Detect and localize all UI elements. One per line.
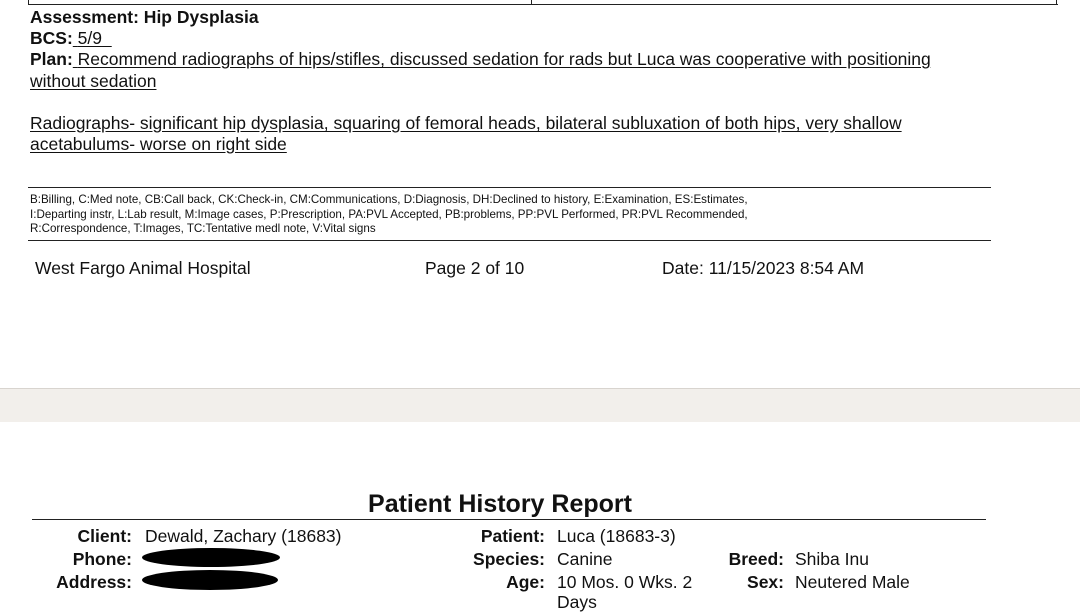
table-divider-left	[28, 0, 29, 5]
address-redaction	[142, 570, 278, 590]
age-value-line-1: 10 Mos. 0 Wks. 2	[557, 572, 693, 592]
age-label: Age:	[506, 572, 545, 592]
patient-value: Luca (18683-3)	[557, 526, 676, 546]
footer-date: Date: 11/15/2023 8:54 AM	[662, 258, 865, 278]
legend-top-rule	[28, 187, 991, 188]
radiographs-text-2: acetabulums- worse on right side	[30, 134, 287, 154]
page-gap	[0, 388, 1080, 423]
legend-line-1: B:Billing, C:Med note, CB:Call back, CK:Check-in, CM:Communications, D:Diagnosis, DH:Declined to history, E:Examination, ES:Estimates,	[30, 193, 748, 206]
bcs-line	[30, 28, 112, 49]
plan-text-1: Recommend radiographs of hips/stifles, discussed sedation for rads but Luca was cooperative with positioning	[77, 49, 931, 69]
species-value: Canine	[557, 549, 613, 569]
plan-text-2: without sedation	[30, 71, 157, 91]
document-page-2	[0, 422, 1080, 610]
patient-label: Patient:	[480, 526, 545, 546]
plan-line-1	[30, 49, 931, 70]
address-label: Address:	[56, 572, 132, 592]
table-divider-middle	[531, 0, 532, 5]
phone-redaction	[142, 548, 280, 567]
client-label: Client:	[77, 526, 132, 546]
sex-label: Sex:	[747, 572, 784, 592]
code-legend	[30, 193, 748, 237]
age-value-line-2: Days	[557, 592, 597, 612]
species-label: Species:	[473, 549, 545, 569]
bcs-value: 5/9	[77, 28, 102, 48]
top-table-rule	[28, 4, 1058, 5]
legend-bottom-rule	[28, 240, 991, 241]
title-rule	[32, 519, 986, 520]
legend-line-3: R:Correspondence, T:Images, TC:Tentative medl note, V:Vital signs	[30, 222, 376, 236]
bcs-label: BCS:	[30, 28, 73, 48]
breed-label: Breed:	[728, 549, 784, 569]
plan-label: Plan:	[30, 49, 73, 69]
assessment-heading: Assessment: Hip Dysplasia	[30, 7, 259, 27]
footer-hospital-name: West Fargo Animal Hospital	[35, 258, 251, 278]
breed-value: Shiba Inu	[795, 549, 869, 569]
report-title: Patient History Report	[368, 490, 632, 518]
table-divider-right	[1056, 0, 1057, 5]
radiographs-text-1: Radiographs- significant hip dysplasia, squaring of femoral heads, bilateral subluxation of both hips, very shallow	[30, 113, 902, 133]
footer-page-number: Page 2 of 10	[425, 258, 525, 278]
legend-line-2: I:Departing instr, L:Lab result, M:Image cases, P:Prescription, PA:PVL Accepted, PB:problems, PP:PVL Performed, PR:PVL Recommended,	[30, 207, 748, 221]
client-value: Dewald, Zachary (18683)	[145, 526, 342, 546]
sex-value: Neutered Male	[795, 572, 910, 592]
phone-label: Phone:	[72, 549, 132, 569]
